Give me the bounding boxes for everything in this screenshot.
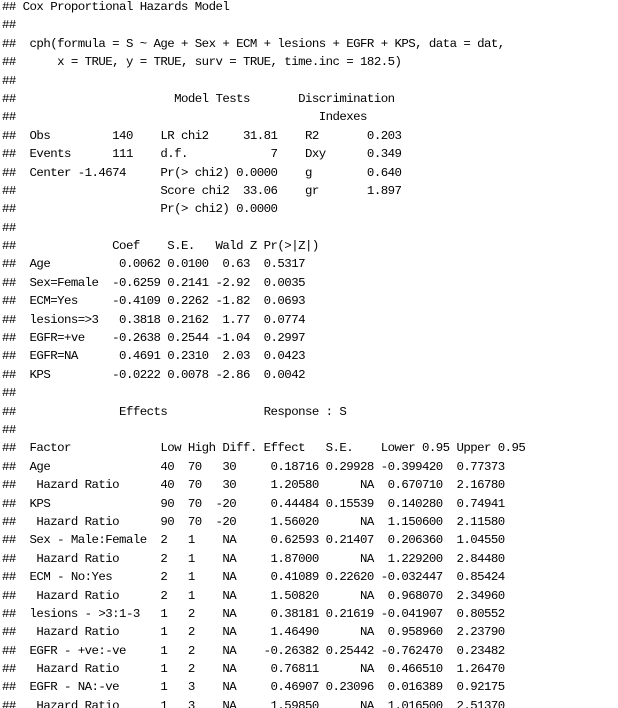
output-line-blank: ## — [2, 18, 23, 33]
output-line-effects-row: ## Hazard Ratio 2 1 NA 1.87000 NA 1.229200 2.84480 — [2, 551, 526, 566]
output-line-coef-row: ## EGFR=NA 0.4691 0.2310 2.03 0.0423 — [2, 349, 319, 364]
output-line-effects-row: ## Age 40 70 30 0.18716 0.29928 -0.399420 0.77373 — [2, 459, 526, 474]
output-line-stats-pr: ## Pr(> chi2) 0.0000 — [2, 202, 423, 217]
output-line-effects-row: ## EGFR - +ve:-ve 1 2 NA -0.26382 0.25442 -0.762470 0.23482 — [2, 643, 526, 658]
output-line-effects-row: ## ECM - No:Yes 2 1 NA 0.41089 0.22620 -0.032447 0.85424 — [2, 570, 526, 585]
output-line-coef-row: ## Sex=Female -0.6259 0.2141 -2.92 0.0035 — [2, 275, 319, 290]
output-line-effects-header: ## Factor Low High Diff. Effect S.E. Lower 0.95 Upper 0.95 — [2, 441, 526, 456]
output-line-stats-subheader: ## Indexes — [2, 110, 423, 125]
output-line-effects-row: ## Hazard Ratio 1 3 NA 1.59850 NA 1.016500 2.51370 — [2, 698, 526, 708]
output-line-effects-row: ## KPS 90 70 -20 0.44484 0.15539 0.140280 0.74941 — [2, 496, 526, 511]
output-line-blank: ## — [2, 73, 23, 88]
output-line-effects-title: ## Effects Response : S — [2, 404, 354, 419]
output-line-coef-row: ## EGFR=+ve -0.2638 0.2544 -1.04 0.2997 — [2, 331, 319, 346]
output-line-coef-row: ## Age 0.0062 0.0100 0.63 0.5317 — [2, 257, 319, 272]
output-line-effects-row: ## Hazard Ratio 2 1 NA 1.50820 NA 0.968070 2.34960 — [2, 588, 526, 603]
output-line-effects-row: ## Hazard Ratio 40 70 30 1.20580 NA 0.670710 2.16780 — [2, 478, 526, 493]
output-line-stats-obs: ## Obs 140 LR chi2 31.81 R2 0.203 — [2, 128, 429, 143]
output-line-stats-events: ## Events 111 d.f. 7 Dxy 0.349 — [2, 147, 429, 162]
output-line-effects-row: ## Hazard Ratio 90 70 -20 1.56020 NA 1.150600 2.11580 — [2, 514, 526, 529]
output-line-stats-score: ## Score chi2 33.06 gr 1.897 — [2, 183, 429, 198]
output-line-stats-header: ## Model Tests Discrimination — [2, 91, 423, 106]
output-line-coef-row: ## KPS -0.0222 0.0078 -2.86 0.0042 — [2, 367, 319, 382]
output-line-coef-row: ## ECM=Yes -0.4109 0.2262 -1.82 0.0693 — [2, 294, 319, 309]
output-line-cph-call: ## cph(formula = S ~ Age + Sex + ECM + lesions + EGFR + KPS, data = dat, — [2, 36, 512, 51]
output-line-effects-row: ## EGFR - NA:-ve 1 3 NA 0.46907 0.23096 0.016389 0.92175 — [2, 680, 526, 695]
output-line-coef-header: ## Coef S.E. Wald Z Pr(>|Z|) — [2, 239, 319, 254]
output-line-blank: ## — [2, 386, 23, 401]
output-line-coef-row: ## lesions=>3 0.3818 0.2162 1.77 0.0774 — [2, 312, 319, 327]
output-line-effects-row: ## Sex - Male:Female 2 1 NA 0.62593 0.21407 0.206360 1.04550 — [2, 533, 526, 548]
output-line-effects-row: ## lesions - >3:1-3 1 2 NA 0.38181 0.21619 -0.041907 0.80552 — [2, 606, 526, 621]
output-line-stats-center: ## Center -1.4674 Pr(> chi2) 0.0000 g 0.640 — [2, 165, 429, 180]
output-line-blank: ## — [2, 220, 23, 235]
output-line-blank: ## — [2, 422, 23, 437]
output-line-cph-call-cont: ## x = TRUE, y = TRUE, surv = TRUE, time.inc = 182.5) — [2, 55, 402, 70]
output-line-effects-row: ## Hazard Ratio 1 2 NA 0.76811 NA 0.466510 1.26470 — [2, 662, 526, 677]
output-line-effects-row: ## Hazard Ratio 1 2 NA 1.46490 NA 0.958960 2.23790 — [2, 625, 526, 640]
output-line-model-title: ## Cox Proportional Hazards Model — [2, 0, 230, 14]
